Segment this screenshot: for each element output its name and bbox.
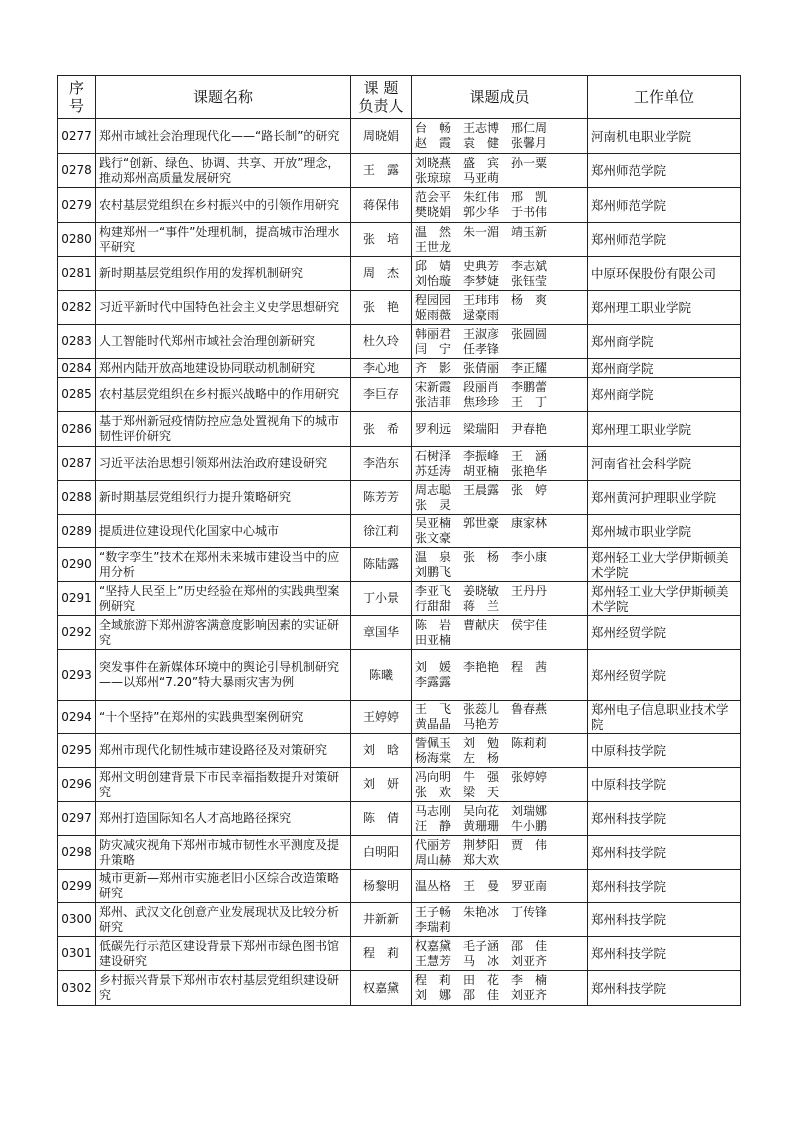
row-title: 乡村振兴背景下郑州市农村基层党组织建设研究 xyxy=(96,971,351,1006)
row-members xyxy=(412,903,588,937)
table-row xyxy=(58,582,741,616)
row-title: 习近平新时代中国特色社会主义史学思想研究 xyxy=(96,291,351,325)
table-row xyxy=(58,412,741,447)
row-members xyxy=(412,412,588,447)
member-line: 程园园 王玮玮 杨 爽 xyxy=(415,292,548,307)
row-title: 城市更新—郑州市实施老旧小区综合改造策略研究 xyxy=(96,870,351,903)
member-line: 马志刚 吴向花 刘瑞娜 xyxy=(415,803,548,818)
row-unit: 郑州经贸学院 xyxy=(588,616,741,650)
header-leader: 课 题 负责人 xyxy=(351,76,412,119)
table-row xyxy=(58,257,741,291)
table-row xyxy=(58,971,741,1006)
row-title: 全域旅游下郑州游客满意度影响因素的实证研究 xyxy=(96,616,351,650)
row-members xyxy=(412,701,588,734)
row-members xyxy=(412,515,588,548)
row-title: 郑州市域社会治理现代化——“路长制”的研究 xyxy=(96,119,351,154)
member-line: 冯向明 牛 强 张婷婷 xyxy=(415,769,548,784)
row-seq: 0289 xyxy=(58,515,96,548)
row-members xyxy=(412,548,588,582)
row-leader: 章国华 xyxy=(351,616,412,650)
row-title: 人工智能时代郑州市域社会治理创新研究 xyxy=(96,325,351,359)
row-seq: 0290 xyxy=(58,548,96,582)
row-leader: 程 莉 xyxy=(351,937,412,971)
member-line: 李瑞莉 xyxy=(415,919,452,934)
row-unit: 郑州科技学院 xyxy=(588,836,741,870)
row-title: 新时期基层党组织行力提升策略研究 xyxy=(96,481,351,515)
row-members xyxy=(412,836,588,870)
row-unit: 河南省社会科学院 xyxy=(588,447,741,481)
row-unit: 中原科技学院 xyxy=(588,768,741,802)
row-leader: 陈 倩 xyxy=(351,802,412,836)
row-leader: 徐江莉 xyxy=(351,515,412,548)
row-leader: 白明阳 xyxy=(351,836,412,870)
table-row xyxy=(58,325,741,359)
row-seq: 0285 xyxy=(58,378,96,412)
table-row xyxy=(58,548,741,582)
row-unit: 郑州商学院 xyxy=(588,325,741,359)
row-title: 农村基层党组织在乡村振兴战略中的作用研究 xyxy=(96,378,351,412)
table-row xyxy=(58,154,741,188)
row-leader: 张 培 xyxy=(351,223,412,257)
member-line: 温 然 朱一湄 靖玉新 xyxy=(415,224,548,239)
row-leader: 刘 妍 xyxy=(351,768,412,802)
row-leader: 王 露 xyxy=(351,154,412,188)
member-line: 刘鹏飞 xyxy=(415,564,452,579)
row-seq: 0280 xyxy=(58,223,96,257)
row-leader: 蒋保伟 xyxy=(351,188,412,223)
row-leader: 陈芳芳 xyxy=(351,481,412,515)
row-unit: 郑州理工职业学院 xyxy=(588,291,741,325)
member-line: 樊晓娟 郭少华 于书伟 xyxy=(415,205,548,219)
member-line: 刘晓燕 盛 宾 孙一粟 xyxy=(415,155,548,170)
table-row xyxy=(58,119,741,154)
row-seq: 0291 xyxy=(58,582,96,616)
member-line: 王世龙 xyxy=(415,239,452,254)
row-members xyxy=(412,802,588,836)
row-unit: 郑州电子信息职业技术学院 xyxy=(588,701,741,734)
row-members xyxy=(412,870,588,903)
member-line: 周志聪 王晨露 张 婷 xyxy=(415,482,548,497)
row-leader: 杨黎明 xyxy=(351,870,412,903)
row-seq: 0292 xyxy=(58,616,96,650)
member-line: 代丽芳 荆梦阳 贾 伟 xyxy=(415,837,548,852)
header-members: 课题成员 xyxy=(412,76,588,119)
row-seq: 0283 xyxy=(58,325,96,359)
member-line: 张文豪 xyxy=(415,531,452,545)
row-title: “坚持人民至上”历史经验在郑州的实践典型案例研究 xyxy=(96,582,351,616)
table-row xyxy=(58,188,741,223)
row-leader: 周晓娟 xyxy=(351,119,412,154)
row-members xyxy=(412,971,588,1006)
row-unit: 中原科技学院 xyxy=(588,734,741,768)
row-unit: 郑州轻工业大学伊斯顿美术学院 xyxy=(588,582,741,616)
member-line: 刘 娜 邵 佳 刘亚齐 xyxy=(415,988,548,1002)
member-line: 訾佩玉 刘 勉 陈莉莉 xyxy=(415,735,548,750)
member-line: 宋新霞 段丽肖 李鹏蕾 xyxy=(415,379,548,394)
row-leader: 李浩东 xyxy=(351,447,412,481)
row-seq: 0297 xyxy=(58,802,96,836)
row-seq: 0294 xyxy=(58,701,96,734)
row-members xyxy=(412,447,588,481)
table-row xyxy=(58,481,741,515)
member-line: 陈 岩 曹献庆 侯宇佳 xyxy=(415,617,548,632)
row-leader: 李心地 xyxy=(351,359,412,378)
row-members xyxy=(412,768,588,802)
table-row xyxy=(58,378,741,412)
member-line: 张洁菲 焦珍珍 王 丁 xyxy=(415,394,548,409)
row-title: 习近平法治思想引领郑州法治政府建设研究 xyxy=(96,447,351,481)
row-unit: 郑州科技学院 xyxy=(588,870,741,903)
member-line: 张 灵 xyxy=(415,497,452,512)
row-members xyxy=(412,937,588,971)
row-leader: 王婷婷 xyxy=(351,701,412,734)
member-line: 刘 媛 李艳艳 程 茜 xyxy=(415,660,548,674)
row-unit: 郑州商学院 xyxy=(588,359,741,378)
row-seq: 0282 xyxy=(58,291,96,325)
member-line: 汪 静 黄珊珊 牛小鹏 xyxy=(415,818,548,833)
row-leader: 刘 晗 xyxy=(351,734,412,768)
row-title: 郑州内陆开放高地建设协同联动机制研究 xyxy=(96,359,351,378)
row-members xyxy=(412,291,588,325)
row-unit: 中原环保股份有限公司 xyxy=(588,257,741,291)
row-seq: 0284 xyxy=(58,359,96,378)
table-row xyxy=(58,937,741,971)
row-unit: 郑州科技学院 xyxy=(588,937,741,971)
member-line: 温 泉 张 杨 李小康 xyxy=(415,549,548,564)
row-unit: 郑州师范学院 xyxy=(588,188,741,223)
row-seq: 0287 xyxy=(58,447,96,481)
row-seq: 0301 xyxy=(58,937,96,971)
table-row xyxy=(58,447,741,481)
row-leader: 井新新 xyxy=(351,903,412,937)
member-line: 吴亚楠 郭世豪 康家林 xyxy=(415,516,548,530)
row-members xyxy=(412,119,588,154)
row-members xyxy=(412,378,588,412)
table-row xyxy=(58,701,741,734)
row-title: 防灾减灾视角下郑州市城市韧性水平测度及提升策略 xyxy=(96,836,351,870)
member-line: 张 欢 梁 天 xyxy=(415,784,500,799)
member-line: 田亚楠 xyxy=(415,632,452,647)
row-title: 郑州、武汉文化创意产业发展现状及比较分析研究 xyxy=(96,903,351,937)
row-seq: 0298 xyxy=(58,836,96,870)
row-title: “数字孪生”技术在郑州未来城市建设当中的应用分析 xyxy=(96,548,351,582)
row-seq: 0295 xyxy=(58,734,96,768)
row-title: 低碳先行示范区建设背景下郑州市绿色图书馆建设研究 xyxy=(96,937,351,971)
table-row xyxy=(58,802,741,836)
row-leader: 杜久玲 xyxy=(351,325,412,359)
row-unit: 郑州黄河护理职业学院 xyxy=(588,481,741,515)
row-title: 构建郑州一“事件”处理机制，提高城市治理水平研究 xyxy=(96,223,351,257)
row-title: “十个坚持”在郑州的实践典型案例研究 xyxy=(96,701,351,734)
row-members xyxy=(412,616,588,650)
row-unit: 郑州轻工业大学伊斯顿美术学院 xyxy=(588,548,741,582)
member-line: 姬雨薇 逯豪雨 xyxy=(415,307,500,322)
row-members xyxy=(412,582,588,616)
row-members xyxy=(412,188,588,223)
member-line: 李露露 xyxy=(415,675,452,689)
member-line: 王子畅 朱艳冰 丁传锋 xyxy=(415,904,548,919)
row-title: 提质进位建设现代化国家中心城市 xyxy=(96,515,351,548)
row-unit: 郑州科技学院 xyxy=(588,802,741,836)
row-title: 践行“创新、绿色、协调、共享、开放”理念，推动郑州高质量发展研究 xyxy=(96,154,351,188)
member-line: 李亚飞 姜晓敏 王丹丹 xyxy=(415,583,548,598)
row-seq: 0296 xyxy=(58,768,96,802)
row-seq: 0286 xyxy=(58,412,96,447)
member-line: 范会平 朱红伟 邢 凯 xyxy=(415,190,548,204)
member-line: 刘怡璇 李梦婕 张钰莹 xyxy=(415,273,548,288)
row-unit: 郑州城市职业学院 xyxy=(588,515,741,548)
row-unit: 河南机电职业学院 xyxy=(588,119,741,154)
table-row xyxy=(58,291,741,325)
row-title: 新时期基层党组织作用的发挥机制研究 xyxy=(96,257,351,291)
table-body xyxy=(58,119,741,1006)
member-line: 罗利远 梁瑞阳 尹春艳 xyxy=(415,421,548,436)
row-unit: 郑州师范学院 xyxy=(588,223,741,257)
table-row xyxy=(58,223,741,257)
row-leader: 丁小景 xyxy=(351,582,412,616)
row-seq: 0293 xyxy=(58,650,96,701)
row-members xyxy=(412,481,588,515)
member-line: 韩丽君 王淑彦 张圆圆 xyxy=(415,326,548,341)
member-line: 王慧芳 马 冰 刘亚齐 xyxy=(415,953,548,968)
row-leader: 李巨存 xyxy=(351,378,412,412)
header-seq: 序 号 xyxy=(58,76,96,119)
row-leader: 张 艳 xyxy=(351,291,412,325)
row-members xyxy=(412,359,588,378)
member-line: 张琼琼 马亚萌 xyxy=(415,170,500,185)
projects-table xyxy=(57,75,741,1006)
member-line: 石树泽 李振峰 王 涵 xyxy=(415,448,548,463)
member-line: 赵 霞 袁 健 张馨月 xyxy=(415,136,548,150)
row-leader: 张 希 xyxy=(351,412,412,447)
row-title: 郑州文明创建背景下市民幸福指数提升对策研究 xyxy=(96,768,351,802)
row-title: 农村基层党组织在乡村振兴中的引领作用研究 xyxy=(96,188,351,223)
row-members xyxy=(412,223,588,257)
member-line: 行甜甜 蒋 兰 xyxy=(415,598,500,613)
row-unit: 郑州师范学院 xyxy=(588,154,741,188)
row-leader: 周 杰 xyxy=(351,257,412,291)
table-row xyxy=(58,734,741,768)
table-row xyxy=(58,616,741,650)
row-unit: 郑州理工职业学院 xyxy=(588,412,741,447)
row-title: 郑州市现代化韧性城市建设路径及对策研究 xyxy=(96,734,351,768)
row-seq: 0278 xyxy=(58,154,96,188)
member-line: 邱 婧 史典芳 李志斌 xyxy=(415,258,548,273)
row-seq: 0279 xyxy=(58,188,96,223)
row-members xyxy=(412,325,588,359)
member-line: 苏廷涛 胡亚楠 张艳华 xyxy=(415,463,548,478)
table-row xyxy=(58,870,741,903)
row-seq: 0288 xyxy=(58,481,96,515)
member-line: 黄晶晶 马艳芳 xyxy=(415,717,500,731)
row-leader: 陈曦 xyxy=(351,650,412,701)
header-unit: 工作单位 xyxy=(588,76,741,119)
row-seq: 0281 xyxy=(58,257,96,291)
member-line: 程 莉 田 花 李 楠 xyxy=(415,973,548,987)
table-row xyxy=(58,650,741,701)
row-members xyxy=(412,734,588,768)
row-title: 郑州打造国际知名人才高地路径探究 xyxy=(96,802,351,836)
row-seq: 0277 xyxy=(58,119,96,154)
table-row xyxy=(58,515,741,548)
row-seq: 0302 xyxy=(58,971,96,1006)
row-unit: 郑州商学院 xyxy=(588,378,741,412)
row-leader: 陈陆露 xyxy=(351,548,412,582)
member-line: 周山赫 郑大欢 xyxy=(415,852,500,867)
table-header-row xyxy=(58,76,741,119)
member-line: 王 飞 张蕊儿 鲁春燕 xyxy=(415,702,548,716)
row-title: 基于郑州新冠疫情防控应急处置视角下的城市韧性评价研究 xyxy=(96,412,351,447)
table-row xyxy=(58,768,741,802)
table-row xyxy=(58,903,741,937)
member-line: 温丛格 王 曼 罗亚南 xyxy=(415,878,548,893)
row-members xyxy=(412,650,588,701)
row-members xyxy=(412,257,588,291)
member-line: 齐 影 张倩丽 李正耀 xyxy=(415,360,548,375)
row-seq: 0300 xyxy=(58,903,96,937)
row-seq: 0299 xyxy=(58,870,96,903)
row-unit: 郑州科技学院 xyxy=(588,971,741,1006)
row-members xyxy=(412,154,588,188)
member-line: 权嘉黛 毛子涵 邵 佳 xyxy=(415,938,548,953)
table-row xyxy=(58,836,741,870)
member-line: 闫 宁 任孝锋 xyxy=(415,341,500,356)
row-unit: 郑州科技学院 xyxy=(588,903,741,937)
table-row xyxy=(58,359,741,378)
row-title: 突发事件在新媒体环境中的舆论引导机制研究——以郑州“7.20”特大暴雨灾害为例 xyxy=(96,650,351,701)
row-leader: 权嘉黛 xyxy=(351,971,412,1006)
member-line: 台 畅 王志博 邢仁周 xyxy=(415,121,548,135)
member-line: 杨海棠 左 杨 xyxy=(415,750,500,765)
header-title: 课题名称 xyxy=(96,76,351,119)
row-unit: 郑州经贸学院 xyxy=(588,650,741,701)
